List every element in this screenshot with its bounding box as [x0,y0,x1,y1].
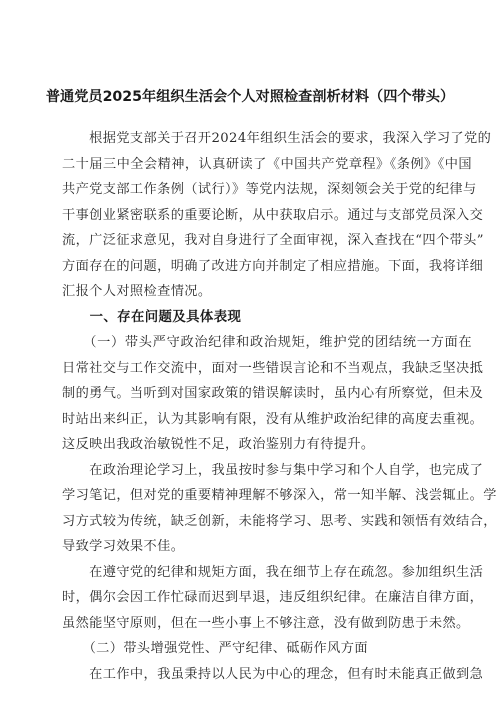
paragraph-line: 时，偶尔会因工作忙碌而迟到早退，违反组织纪律。在廉洁自律方面， [62,590,484,605]
paragraph-line: 习方式较为传统，缺乏创新，未能将学习、思考、实践和领悟有效结合， [62,513,497,529]
paragraph-line: 导致学习效果不佳。 [62,539,185,554]
paragraph-line: 根据党支部关于召开2024年组织生活会的要求，我深入学习了党的 [62,131,492,146]
paragraph-line: 汇报个人对照检查情况。 [62,284,212,299]
section-heading: 一、存在问题及具体表现 [62,309,242,325]
paragraph-line: 方面存在的问题，明确了改进方向并制定了相应措施。下面，我将详细 [62,258,484,274]
paragraph-line: 这反映出我政治敏锐性不足，政治鉴别力有待提升。 [62,437,375,452]
paragraph-line: 干事创业紧密联系的重要论断，从中获取启示。通过与支部党员深入交 [62,207,484,223]
paragraph-line: 虽然能坚守原则，但在一些小事上不够注意，没有做到防患于未然。 [62,615,470,631]
paragraph-line: 在遵守党的纪律和规矩方面，我在细节上存在疏忽。参加组织生活 [62,564,484,580]
paragraph-line: 共产党支部工作条例（试行）》等党内法规，深刻领会关于党的纪律与 [62,182,477,197]
paragraph-line: 流，广泛征求意见，我对自身进行了全面审视，深入查找在“四个带头” [62,233,484,248]
subsection-heading: （二）带头增强党性、严守纪律、砥砺作风方面 [62,641,368,656]
paragraph-line: 时站出来纠正，认为其影响有限，没有从维护政治纪律的高度去重视。 [62,411,484,427]
document-title: 普通党员2025年组织生活会个人对照检查剖析材料（四个带头） [45,89,455,105]
paragraph-line: （一）带头严守政治纪律和政治规矩，维护党的团结统一方面在 [62,335,472,350]
document-body [62,126,497,687]
paragraph-line: 学习笔记，但对党的重要精神理解不够深入，常一知半解、浅尝辄止。学 [62,488,497,503]
paragraph-line: 二十届三中全会精神，认真研读了《中国共产党章程》《条例》《中国 [62,156,472,172]
paragraph-line: 日常社交与工作交流中，面对一些错误言论和不当观点，我缺乏坚决抵 [62,360,484,376]
paragraph-line: 制的勇气。当听到对国家政策的错误解读时，虽内心有所察觉，但未及 [62,386,484,401]
paragraph-line: 在政治理论学习上，我虽按时参与集中学习和个人自学，也完成了 [62,462,484,478]
paragraph-line: 在工作中，我虽秉持以人民为中心的理念，但有时未能真正做到急 [62,666,484,682]
